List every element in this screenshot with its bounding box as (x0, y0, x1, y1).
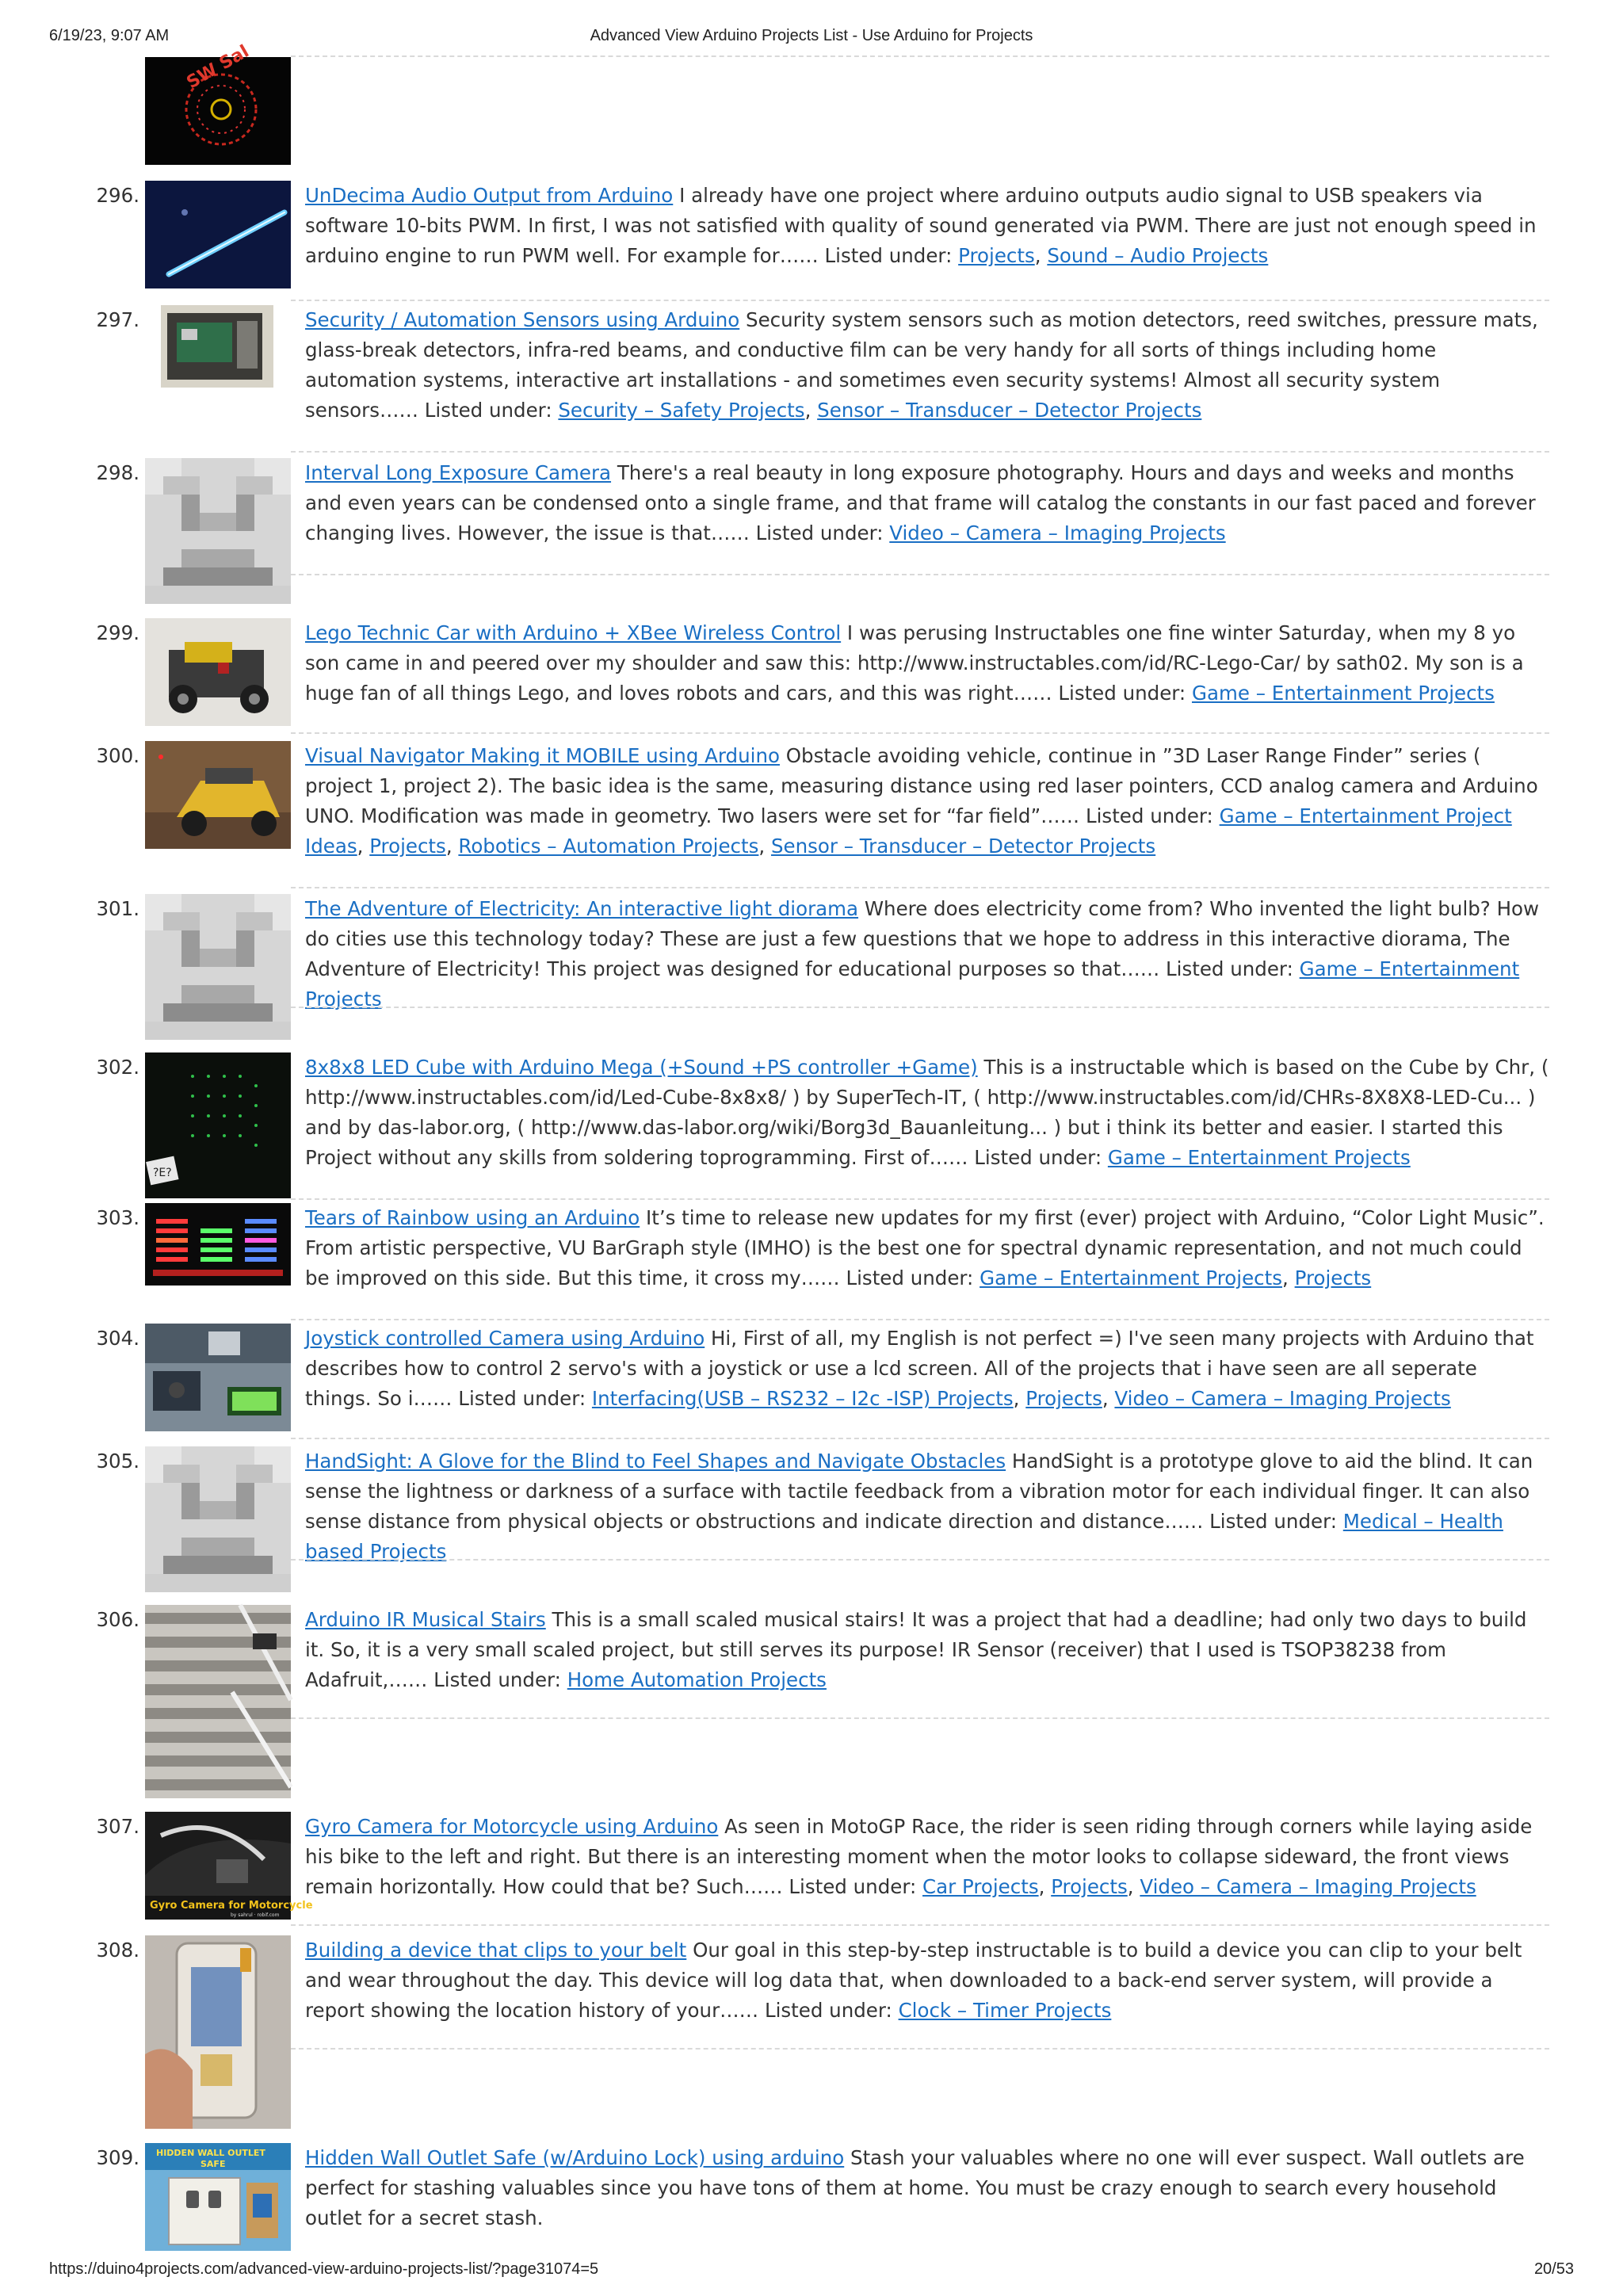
item-number: 301. (96, 897, 139, 920)
listed-under-label: Listed under: (433, 1668, 561, 1691)
item-description: Stash your valuables where no one will ever suspect. Wall outlets are perfect for stashing valuables since you have tons of them at home. You must be crazy enough to search every household outlet for a secret stash. (305, 2146, 1525, 2229)
category-link[interactable]: Home Automation Projects (567, 1668, 827, 1691)
listed-under-label: Listed under: (1058, 682, 1186, 705)
item-thumbnail-placeholder[interactable] (145, 894, 291, 1040)
item-separator (291, 451, 1549, 453)
item-separator (291, 1924, 1549, 1926)
item-separator (291, 1198, 1549, 1200)
item-separator (291, 574, 1549, 575)
item-description: Hi, First of all, my English is not perfect =) I've seen many projects with Arduino that describes how to control 2 servo's with a joystick or use a lcd screen. All of the projects that i have seen are all seperate things. So i…… (305, 1327, 1534, 1410)
category-link[interactable]: Sensor – Transducer – Detector Projects (817, 399, 1202, 422)
item-thumbnail[interactable] (145, 741, 291, 849)
item-title-link[interactable]: HandSight: A Glove for the Blind to Feel Shapes and Navigate Obstacles (305, 1450, 1006, 1473)
item-thumbnail[interactable] (145, 1324, 291, 1431)
listed-under-label: Listed under: (764, 1999, 892, 2022)
category-link[interactable]: Projects (1051, 1875, 1128, 1898)
item-description: It’s time to release new updates for my first (ever) project with Arduino, “Color Light Music”. From artistic perspective, VU BarGraph style (IMHO) is the best one for spectral dynamic representation, and not much could be improved on this side. But this time, it cross my…… (305, 1206, 1545, 1289)
item-number: 300. (96, 744, 139, 767)
gyro-caption: Gyro Camera for Motorcycle (150, 1900, 313, 1912)
pov-display-thumbnail[interactable] (145, 41, 291, 165)
item-title-link[interactable]: Visual Navigator Making it MOBILE using Arduino (305, 744, 780, 767)
item-separator (291, 1007, 1549, 1008)
item-separator (291, 887, 1549, 888)
listed-under-label: Listed under: (424, 399, 552, 422)
item-title-link[interactable]: 8x8x8 LED Cube with Arduino Mega (+Sound +PS controller +Game) (305, 1056, 978, 1079)
item-thumbnail-placeholder[interactable] (145, 458, 291, 604)
category-link[interactable]: Robotics – Automation Projects (458, 835, 759, 858)
print-page-title: Advanced View Arduino Projects List - Use Arduino for Projects (590, 27, 1033, 44)
item-thumbnail[interactable] (145, 181, 291, 288)
header-separator (291, 55, 1549, 57)
item-title-link[interactable]: Gyro Camera for Motorcycle using Arduino (305, 1815, 719, 1838)
item-number: 308. (96, 1939, 139, 1962)
item-thumbnail[interactable] (145, 1812, 313, 1920)
item-title-link[interactable]: Tears of Rainbow using an Arduino (305, 1206, 640, 1229)
item-thumbnail[interactable] (145, 1935, 291, 2129)
category-link[interactable]: Clock – Timer Projects (898, 1999, 1112, 2022)
listed-under-label: Listed under: (458, 1387, 586, 1410)
item-thumbnail[interactable] (145, 2143, 291, 2251)
item-separator (291, 1559, 1549, 1561)
listed-under-label: Listed under: (974, 1146, 1102, 1169)
outlet-caption: HIDDEN WALL OUTLET (156, 2148, 265, 2158)
category-link[interactable]: Security – Safety Projects (558, 399, 805, 422)
item-separator (291, 2048, 1549, 2050)
listed-under-label: Listed under: (1166, 957, 1293, 980)
category-link[interactable]: Game – Entertainment Projects (305, 957, 1520, 1010)
item-description: Where does electricity come from? Who invented the light bulb? How do cities use this technology today? These are just a few questions that we hope to address in this interactive diorama, The Adventure of Electricity! This project was designed for educational purposes so that…… (305, 897, 1540, 980)
item-number: 306. (96, 1608, 139, 1631)
item-description: As seen in MotoGP Race, the rider is seen riding through corners while laying aside his bike to the left and right. But there is an interesting moment when the motor looks to collapse sideward, the front views remain horizontally. How could that be? Such…… (305, 1815, 1533, 1898)
category-link[interactable]: Projects (1294, 1266, 1372, 1289)
print-footer (49, 2260, 1574, 2283)
item-thumbnail[interactable] (145, 1203, 291, 1286)
item-title-link[interactable]: Joystick controlled Camera using Arduino (305, 1327, 705, 1350)
category-link[interactable]: Game – Entertainment Projects (980, 1266, 1283, 1289)
item-description: Security system sensors such as motion detectors, reed switches, pressure mats, glass-break detectors, infra-red beams, and conductive film can be very handy for all sorts of things including home automation systems, interactive art installations - and sometimes even security systems! Almost all security system sensors…… (305, 308, 1538, 422)
listed-under-label: Listed under: (1209, 1510, 1337, 1533)
listed-under-label: Listed under: (1085, 804, 1213, 827)
item-description: Obstacle avoiding vehicle, continue in ”3D Laser Range Finder” series ( project 1, project 2). The basic idea is the same, measuring distance using red laser pointers, CCD analog camera and Arduino UNO. Modification was made in geometry. Two lasers were set for “far field”…… (305, 744, 1538, 827)
category-link[interactable]: Game – Entertainment Projects (1107, 1146, 1411, 1169)
pov-text: SW Sal (183, 41, 253, 94)
item-title-link[interactable]: Arduino IR Musical Stairs (305, 1608, 546, 1631)
item-description: I was perusing Instructables one fine winter Saturday, when my 8 yo son came in and peered over my shoulder and saw this: http://www.instructables.com/id/RC-Lego-Car/ by sath02. My son is a huge fan of all things Lego, and loves robots and cars, and this was right…… (305, 621, 1524, 705)
gyro-credit: by sahrul · robif.com (231, 1912, 280, 1918)
item-title-link[interactable]: Hidden Wall Outlet Safe (w/Arduino Lock) using arduino (305, 2146, 845, 2169)
item-title-link[interactable]: Security / Automation Sensors using Arduino (305, 308, 740, 331)
item-description: Our goal in this step-by-step instructable is to build a device you can clip to your belt and wear throughout the day. This device will log data that, when downloaded to a back-end server system, will provide a report showing the location history of your…… (305, 1939, 1522, 2022)
item-description: There's a real beauty in long exposure photography. Hours and days and weeks and months and even years can be condensed onto a single frame, and that frame will catalog the constants in our fast paced and forever changing lives. However, the issue is that…… (305, 461, 1536, 544)
print-header (49, 27, 1574, 49)
category-link[interactable]: Projects (958, 244, 1035, 267)
item-number: 302. (96, 1056, 139, 1079)
listed-under-label: Listed under: (846, 1266, 974, 1289)
category-link[interactable]: Car Projects (922, 1875, 1039, 1898)
item-thumbnail[interactable] (145, 618, 291, 726)
item-description: I already have one project where arduino outputs audio signal to USB speakers via software 10-bits PWM. In first, I was not satisfied with quality of sound generated via PWM. There are just not enough speed in arduino engine to run PWM well. For example for…… (305, 184, 1537, 267)
cube-note: ?E? (153, 1167, 172, 1179)
listed-under-label: Listed under: (789, 1875, 917, 1898)
category-link[interactable]: Video – Camera – Imaging Projects (1114, 1387, 1451, 1410)
item-separator (291, 1438, 1549, 1439)
item-separator (291, 732, 1549, 734)
category-link[interactable]: Game – Entertainment Project Ideas (305, 804, 1512, 858)
item-thumbnail[interactable] (145, 1052, 291, 1198)
item-separator (291, 1319, 1549, 1320)
item-number: 305. (96, 1450, 139, 1473)
item-thumbnail-placeholder[interactable] (145, 1446, 291, 1592)
category-link[interactable]: Projects (369, 835, 446, 858)
item-title-link[interactable]: Lego Technic Car with Arduino + XBee Wireless Control (305, 621, 842, 644)
category-link[interactable]: Projects (1025, 1387, 1102, 1410)
item-number: 296. (96, 184, 139, 207)
listed-under-label: Listed under: (824, 244, 953, 267)
outlet-sub: SAFE (200, 2159, 226, 2169)
listed-under-label: Listed under: (755, 521, 884, 544)
item-number: 307. (96, 1815, 139, 1838)
category-link[interactable]: Medical – Health based Projects (305, 1510, 1503, 1563)
item-title-link[interactable]: Building a device that clips to your belt (305, 1939, 687, 1962)
item-separator (291, 300, 1549, 301)
item-number: 303. (96, 1206, 139, 1229)
item-separator (291, 1717, 1549, 1719)
category-link[interactable]: Video – Camera – Imaging Projects (889, 521, 1226, 544)
print-page-number: 20/53 (1533, 2260, 1574, 2278)
item-title-link[interactable]: UnDecima Audio Output from Arduino (305, 184, 674, 207)
item-thumbnail[interactable] (145, 1605, 291, 1798)
category-link[interactable]: Sensor – Transducer – Detector Projects (770, 835, 1156, 858)
item-number: 297. (96, 308, 139, 331)
print-url: https://duino4projects.com/advanced-view-arduino-projects-list/?page31074=5 (49, 2260, 599, 2278)
item-number: 298. (96, 461, 139, 484)
item-number: 309. (96, 2146, 139, 2169)
item-description: This is a instructable which is based on the Cube by Chr, ( http://www.instructables.com/id/Led-Cube-8x8x8/ ) by SuperTech-IT, ( http://www.instructables.com/id/CHRs-8X8X8-LED-Cu... ) and by das-labor.org, ( http://www.das-labor.org/wiki/Borg3d_Bauanleitung... ) but i think its better and easier. I started this Project without any skills from soldering toprogramming. First of…… (305, 1056, 1549, 1169)
item-title-link[interactable]: The Adventure of Electricity: An interactive light diorama (305, 897, 859, 920)
item-thumbnail[interactable] (161, 305, 273, 388)
item-number: 299. (96, 621, 139, 644)
item-description: HandSight is a prototype glove to aid the blind. It can sense the lightness or darkness of a surface with tactile feedback from a vibration motor for each individual finger. It can also sense distance from physical objects or obstructions and indicate direction and distance…… (305, 1450, 1533, 1533)
item-number: 304. (96, 1327, 139, 1350)
item-description: This is a small scaled musical stairs! It was a project that had a deadline; had only two days to build it. So, it is a very small scaled project, but still serves its purpose! IR Sensor (receiver) that I used is TSOP38238 from Adafruit,…… (305, 1608, 1527, 1691)
print-datetime: 6/19/23, 9:07 AM (49, 27, 170, 44)
item-title-link[interactable]: Interval Long Exposure Camera (305, 461, 612, 484)
category-link[interactable]: Interfacing(USB – RS232 – I2c -ISP) Projects (591, 1387, 1014, 1410)
category-link[interactable]: Game – Entertainment Projects (1191, 682, 1495, 705)
category-link[interactable]: Video – Camera – Imaging Projects (1140, 1875, 1476, 1898)
category-link[interactable]: Sound – Audio Projects (1047, 244, 1269, 267)
